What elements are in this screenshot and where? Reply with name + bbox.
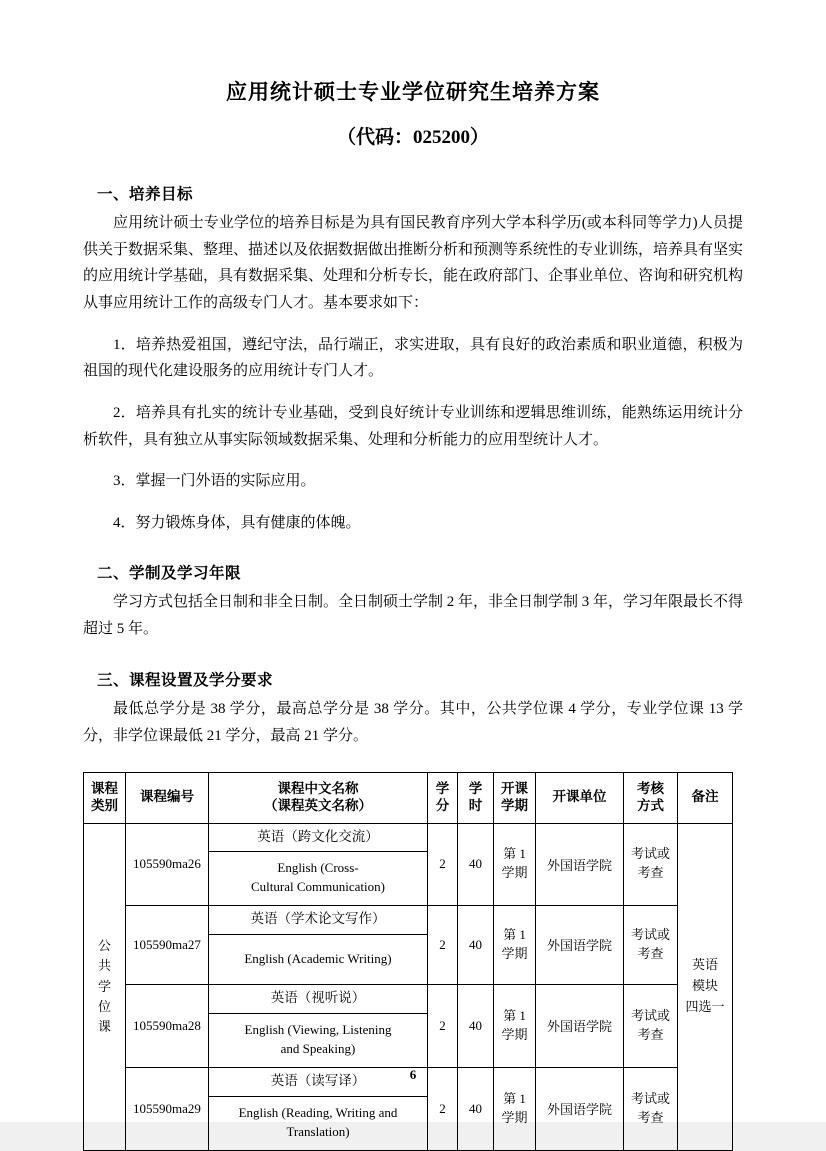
cell-code: 105590ma26 bbox=[126, 823, 209, 905]
cell-term-line2: 学期 bbox=[501, 945, 528, 961]
course-table-container bbox=[83, 772, 743, 1151]
header-credit-line1: 学 bbox=[435, 781, 450, 797]
cell-name-en-line2: and Speaking) bbox=[280, 1041, 356, 1057]
cell-exam-line2: 考查 bbox=[637, 1109, 664, 1125]
header-department: 开课单位 bbox=[536, 772, 624, 823]
cell-exam-line1: 考试或 bbox=[630, 1007, 670, 1023]
cell-category-public-degree bbox=[84, 823, 126, 1150]
category-char-1: 公 bbox=[97, 938, 111, 954]
page-subtitle: （代码：025200） bbox=[336, 127, 489, 149]
section-curriculum-credits bbox=[83, 668, 743, 749]
header-note: 备注 bbox=[678, 772, 733, 823]
section-1-item-1: 1．培养热爱祖国，遵纪守法，品行端正，求实进取，具有良好的政治素质和职业道德，积极为祖国的现代化建设服务的应用统计专门人才。 bbox=[83, 336, 743, 380]
header-exam-method bbox=[624, 772, 678, 823]
cell-course-name-cn: 英语（跨文化交流） bbox=[209, 823, 428, 851]
table-header-row bbox=[84, 772, 733, 823]
header-category bbox=[84, 772, 126, 823]
cell-course-name-en bbox=[209, 851, 428, 905]
header-term bbox=[494, 772, 536, 823]
cell-code: 105590ma27 bbox=[126, 905, 209, 984]
cell-course-name-cn: 英语（学术论文写作） bbox=[209, 905, 428, 934]
cell-hours: 40 bbox=[458, 905, 494, 984]
header-course-name-cn: 课程中文名称 bbox=[277, 781, 359, 797]
header-hours-line1: 学 bbox=[468, 781, 483, 797]
header-credit bbox=[428, 772, 458, 823]
cell-term-line2: 学期 bbox=[501, 1109, 528, 1125]
note-line-3: 四选一 bbox=[685, 999, 725, 1014]
cell-exam-line1: 考试或 bbox=[630, 926, 670, 942]
cell-exam-method bbox=[624, 984, 678, 1067]
section-1-item-4: 4．努力锻炼身体，具有健康的体魄。 bbox=[113, 515, 361, 532]
cell-term bbox=[494, 823, 536, 905]
cell-term-line1: 第 1 bbox=[503, 1007, 526, 1023]
header-category-line2: 类别 bbox=[91, 797, 118, 813]
cell-hours: 40 bbox=[458, 1067, 494, 1150]
cell-term-line1: 第 1 bbox=[503, 926, 526, 942]
cell-exam-method bbox=[624, 823, 678, 905]
section-heading-2: 二、学制及学习年限 bbox=[97, 564, 242, 582]
section-1-item-2: 2．培养具有扎实的统计专业基础，受到良好统计专业训练和逻辑思维训练，能熟练运用统计分析软件，具有独立从事实际领域数据采集、处理和分析能力的应用型统计人才。 bbox=[83, 405, 743, 448]
cell-term bbox=[494, 905, 536, 984]
cell-exam-line2: 考查 bbox=[637, 865, 664, 881]
page-number: 6 bbox=[409, 1067, 417, 1082]
cell-term-line2: 学期 bbox=[501, 1026, 528, 1042]
cell-course-name-cn: 英语（视听说） bbox=[209, 984, 428, 1013]
header-course-name-en: （课程英文名称） bbox=[264, 797, 372, 813]
cell-exam-line2: 考查 bbox=[637, 945, 664, 961]
table-row bbox=[84, 984, 733, 1013]
cell-department: 外国语学院 bbox=[536, 905, 624, 984]
cell-course-name-en bbox=[209, 1013, 428, 1067]
category-char-5: 课 bbox=[97, 1018, 111, 1034]
cell-name-en-line1: English (Reading, Writing and bbox=[238, 1105, 398, 1121]
section-heading-1: 一、培养目标 bbox=[97, 185, 194, 203]
note-line-2: 模块 bbox=[691, 978, 718, 994]
header-exam-line2: 方式 bbox=[637, 797, 664, 813]
cell-course-name-en bbox=[209, 934, 428, 984]
page-title: 应用统计硕士专业学位研究生培养方案 bbox=[226, 80, 600, 104]
cell-department: 外国语学院 bbox=[536, 984, 624, 1067]
header-hours bbox=[458, 772, 494, 823]
cell-name-en-line1: English (Cross- bbox=[277, 860, 359, 876]
cell-exam-line1: 考试或 bbox=[630, 846, 670, 862]
cell-name-en-line2: Translation) bbox=[286, 1124, 350, 1140]
cell-course-name-en bbox=[209, 1096, 428, 1150]
cell-code: 105590ma28 bbox=[126, 984, 209, 1067]
note-line-1: 英语 bbox=[691, 957, 718, 973]
category-char-4: 位 bbox=[97, 998, 111, 1014]
cell-term bbox=[494, 984, 536, 1067]
section-2-body: 学习方式包括全日制和非全日制。全日制硕士学制 2 年，非全日制学制 3 年，学习年限最长不得超过 5 年。 bbox=[83, 593, 744, 637]
cell-department: 外国语学院 bbox=[536, 823, 624, 905]
category-char-2: 共 bbox=[97, 958, 111, 974]
course-table bbox=[83, 772, 733, 1151]
cell-term-line1: 第 1 bbox=[503, 1090, 526, 1106]
cell-credit: 2 bbox=[428, 905, 458, 984]
header-exam-line1: 考核 bbox=[637, 781, 664, 797]
cell-credit: 2 bbox=[428, 984, 458, 1067]
cell-credit: 2 bbox=[428, 1067, 458, 1150]
header-term-line2: 学期 bbox=[501, 797, 528, 813]
table-row bbox=[84, 823, 733, 851]
cell-hours: 40 bbox=[458, 984, 494, 1067]
header-credit-line2: 分 bbox=[435, 797, 450, 813]
cell-exam-method bbox=[624, 905, 678, 984]
cell-code: 105590ma29 bbox=[126, 1067, 209, 1150]
cell-name-en-line2: Cultural Communication) bbox=[251, 879, 385, 895]
section-1-item-3: 3．掌握一门外语的实际应用。 bbox=[113, 473, 316, 490]
header-term-line1: 开课 bbox=[501, 781, 528, 797]
table-row bbox=[84, 905, 733, 934]
cell-term-line2: 学期 bbox=[501, 865, 528, 881]
cell-exam-line1: 考试或 bbox=[630, 1090, 670, 1106]
cell-department: 外国语学院 bbox=[536, 1067, 624, 1150]
cell-course-name-cn: 英语（读写译） bbox=[209, 1067, 428, 1096]
category-char-3: 学 bbox=[97, 978, 111, 994]
page-content bbox=[83, 0, 743, 1151]
header-category-line1: 课程 bbox=[91, 781, 118, 797]
header-hours-line2: 时 bbox=[468, 797, 483, 813]
cell-name-en-line1: English (Academic Writing) bbox=[244, 950, 392, 966]
section-1-intro: 应用统计硕士专业学位的培养目标是为具有国民教育序列大学本科学历(或本科同等学力)人员提供关于数据采集、整理、描述以及依据数据做出推断分析和预测等系统性的专业训练，培养具有坚实的应用统计学基础，具有数据采集、处理和分析专长，能在政府部门、企事业单位、咨询和研究机构从事应用统计工作的高级专门人才。基本要求如下： bbox=[83, 214, 744, 312]
section-heading-3: 三、课程设置及学分要求 bbox=[97, 672, 274, 690]
cell-name-en-line1: English (Viewing, Listening bbox=[244, 1022, 392, 1038]
cell-term-line1: 第 1 bbox=[503, 846, 526, 862]
cell-note-english-module bbox=[678, 823, 733, 1150]
section-training-objectives bbox=[83, 182, 743, 537]
section-study-duration bbox=[83, 561, 743, 642]
cell-exam-line2: 考查 bbox=[637, 1026, 664, 1042]
section-3-body: 最低总学分是 38 学分，最高总学分是 38 学分。其中，公共学位课 4 学分，专业学位课 13 学分，非学位课最低 21 学分，最高 21 学分。 bbox=[83, 701, 743, 744]
cell-hours: 40 bbox=[458, 823, 494, 905]
header-course-name bbox=[209, 772, 428, 823]
header-course-code: 课程编号 bbox=[126, 772, 209, 823]
cell-credit: 2 bbox=[428, 823, 458, 905]
